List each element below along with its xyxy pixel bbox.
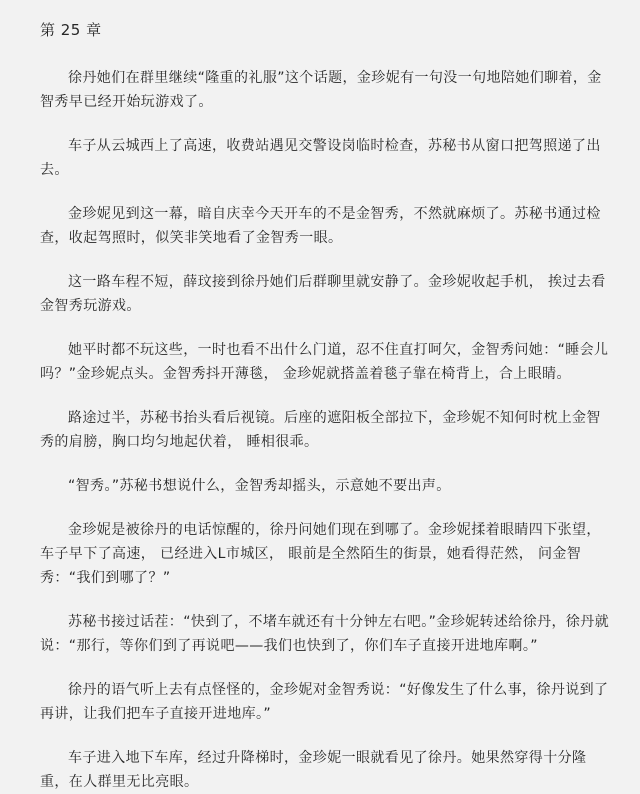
- paragraph: 这一路车程不短，薛玟接到徐丹她们后群聊里就安静了。金珍妮收起手机， 挨过去看金智秀玩游戏。: [40, 274, 606, 314]
- paragraph: 路途过半，苏秘书抬头看后视镜。后座的遮阳板全部拉下，金珍妮不知何时枕上金智秀的肩膀，胸口均匀地起伏着， 睡相很乖。: [40, 410, 601, 450]
- paragraph: 金珍妮是被徐丹的电话惊醒的，徐丹问她们现在到哪了。金珍妮揉着眼睛四下张望， 车子早下了高速， 已经进入L市城区， 眼前是全然陌生的街景，她看得茫然， 问金智秀：“我们到哪了？”: [40, 522, 601, 586]
- paragraph: 车子进入地下车库，经过升降梯时，金珍妮一眼就看见了徐丹。她果然穿得十分隆重，在人群里无比亮眼。: [40, 750, 587, 790]
- paragraph: 金珍妮见到这一幕，暗自庆幸今天开车的不是金智秀，不然就麻烦了。苏秘书通过检查，收起驾照时，似笑非笑地看了金智秀一眼。: [40, 206, 601, 246]
- paragraph: 她平时都不玩这些，一时也看不出什么门道，忍不住直打呵欠，金智秀问她：“睡会儿吗？”金珍妮点头。金智秀抖开薄毯， 金珍妮就搭盖着毯子靠在椅背上，合上眼睛。: [40, 342, 609, 382]
- paragraph: 徐丹的语气听上去有点怪怪的，金珍妮对金智秀说：“好像发生了什么事，徐丹说到了再讲，让我们把车子直接开进地库。”: [40, 682, 609, 722]
- paragraph: 徐丹她们在群里继续“隆重的礼服”这个话题，金珍妮有一句没一句地陪她们聊着，金智秀早已经开始玩游戏了。: [40, 70, 602, 110]
- paragraph: 苏秘书接过话茬：“快到了，不堵车就还有十分钟左右吧。”金珍妮转述给徐丹，徐丹就说：“那行，等你们到了再说吧——我们也快到了，你们车子直接开进地库啊。”: [40, 614, 610, 654]
- chapter-title: 第 25 章: [40, 21, 102, 39]
- paragraph: “智秀。”苏秘书想说什么，金智秀却摇头，示意她不要出声。: [68, 478, 451, 494]
- paragraph: 车子从云城西上了高速，收费站遇见交警设岗临时检查，苏秘书从窗口把驾照递了出去。: [40, 138, 601, 178]
